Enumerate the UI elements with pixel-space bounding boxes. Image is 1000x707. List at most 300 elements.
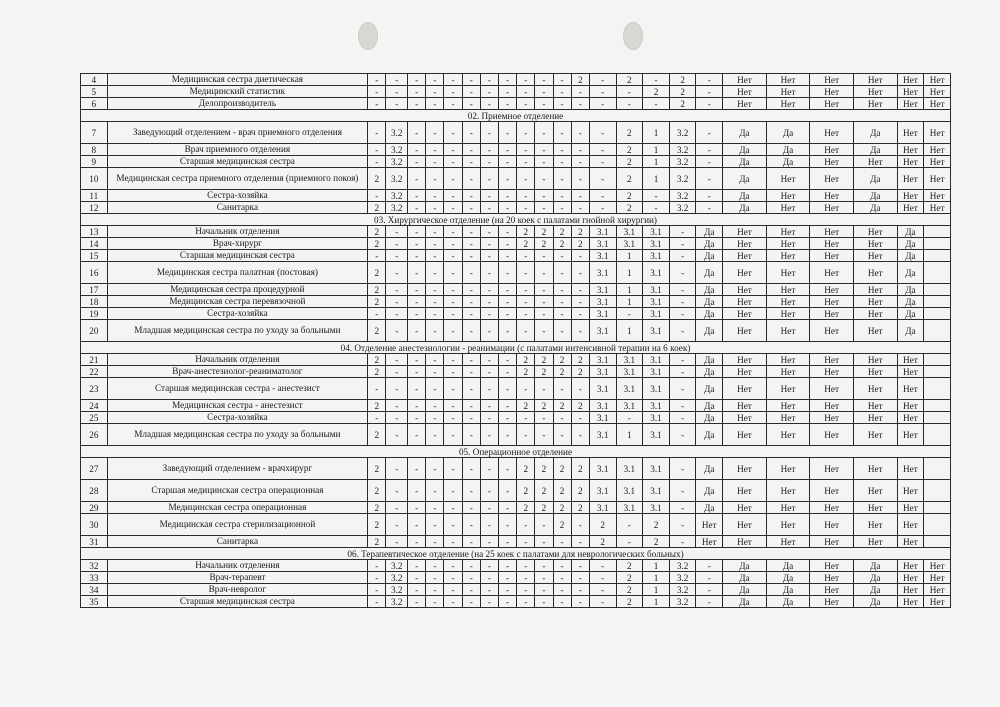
table-cell: Да	[853, 202, 897, 214]
table-cell: -	[480, 156, 498, 168]
table-cell: -	[616, 98, 643, 110]
table-cell: 2	[368, 536, 386, 548]
table-cell: -	[368, 308, 386, 320]
row-number: 22	[81, 366, 108, 378]
table-cell: -	[669, 262, 696, 284]
table-cell: -	[408, 366, 426, 378]
table-cell: 3.2	[386, 596, 408, 608]
table-cell: Нет	[897, 366, 924, 378]
table-cell: -	[444, 458, 462, 480]
table-cell: -	[535, 156, 553, 168]
table-cell: -	[696, 144, 723, 156]
table-cell: -	[696, 572, 723, 584]
table-cell: -	[426, 168, 444, 190]
table-row	[81, 250, 951, 262]
table-cell: Нет	[723, 536, 767, 548]
position-name: Старшая медицинская сестра	[107, 156, 368, 168]
table-cell: 3.1	[589, 400, 616, 412]
table-cell: Да	[696, 238, 723, 250]
table-cell: -	[426, 480, 444, 502]
table-cell: 3.1	[589, 238, 616, 250]
table-cell: -	[408, 502, 426, 514]
table-cell: Да	[853, 190, 897, 202]
table-cell: 2	[535, 238, 553, 250]
table-cell: 2	[571, 502, 589, 514]
table-cell: 3.1	[616, 400, 643, 412]
table-cell: -	[517, 560, 535, 572]
table-row	[81, 122, 951, 144]
table-cell	[924, 226, 951, 238]
table-cell: -	[498, 74, 516, 86]
table-cell: Да	[696, 480, 723, 502]
table-cell: 3.1	[616, 480, 643, 502]
table-row	[81, 458, 951, 480]
table-cell: Нет	[924, 156, 951, 168]
table-cell: Нет	[810, 98, 854, 110]
table-cell: -	[462, 296, 480, 308]
table-cell: Да	[696, 502, 723, 514]
table-cell: Да	[897, 262, 924, 284]
table-cell: -	[517, 144, 535, 156]
table-cell: -	[462, 400, 480, 412]
table-cell: -	[553, 144, 571, 156]
table-cell: Нет	[723, 514, 767, 536]
table-cell: -	[498, 514, 516, 536]
table-cell: -	[444, 308, 462, 320]
table-cell: -	[535, 98, 553, 110]
table-cell: Да	[897, 296, 924, 308]
table-cell: -	[553, 412, 571, 424]
table-cell: Нет	[810, 144, 854, 156]
table-cell: 3.1	[589, 250, 616, 262]
table-cell: 2	[368, 296, 386, 308]
table-cell: -	[386, 238, 408, 250]
table-cell: 2	[368, 366, 386, 378]
table-cell: -	[444, 412, 462, 424]
table-row	[81, 144, 951, 156]
table-cell: Нет	[853, 514, 897, 536]
table-cell: Нет	[924, 98, 951, 110]
table-cell: -	[571, 86, 589, 98]
table-cell: -	[535, 308, 553, 320]
table-cell: -	[696, 584, 723, 596]
table-cell: 1	[643, 596, 670, 608]
table-cell: -	[571, 98, 589, 110]
table-cell: -	[696, 86, 723, 98]
table-cell: Да	[766, 560, 810, 572]
table-row	[81, 202, 951, 214]
table-cell: -	[426, 296, 444, 308]
table-cell: 3.1	[616, 502, 643, 514]
table-cell: -	[444, 190, 462, 202]
table-cell: Да	[696, 378, 723, 400]
table-cell: -	[535, 284, 553, 296]
position-name: Врач-анестезиолог-реаниматолог	[107, 366, 368, 378]
table-cell: Нет	[853, 412, 897, 424]
table-cell: 3.2	[669, 560, 696, 572]
table-cell: Нет	[853, 366, 897, 378]
table-cell: -	[589, 202, 616, 214]
table-cell: -	[426, 144, 444, 156]
table-cell: 2	[517, 366, 535, 378]
row-number: 14	[81, 238, 108, 250]
table-cell: -	[480, 168, 498, 190]
table-cell: 3.1	[589, 424, 616, 446]
table-cell: Нет	[924, 596, 951, 608]
table-cell: -	[589, 74, 616, 86]
table-cell: 2	[368, 320, 386, 342]
table-cell: -	[426, 366, 444, 378]
table-cell: Нет	[897, 458, 924, 480]
table-cell: Нет	[766, 412, 810, 424]
table-cell: 2	[571, 458, 589, 480]
table-cell: -	[426, 424, 444, 446]
table-cell: Нет	[897, 572, 924, 584]
table-cell: 2	[553, 226, 571, 238]
table-cell: -	[589, 596, 616, 608]
table-cell: Нет	[766, 366, 810, 378]
table-cell: -	[553, 156, 571, 168]
table-cell: 3.1	[589, 502, 616, 514]
table-cell: -	[553, 122, 571, 144]
table-cell: Нет	[810, 502, 854, 514]
table-cell: -	[535, 202, 553, 214]
table-cell: 2	[517, 502, 535, 514]
table-cell: -	[462, 98, 480, 110]
table-cell	[924, 238, 951, 250]
table-cell: 2	[517, 226, 535, 238]
position-name: Сестра-хозяйка	[107, 308, 368, 320]
table-cell: 2	[616, 190, 643, 202]
table-cell: 2	[643, 86, 670, 98]
table-cell: -	[386, 262, 408, 284]
table-cell: 2	[571, 354, 589, 366]
table-cell: Нет	[810, 156, 854, 168]
table-cell: 3.1	[643, 458, 670, 480]
table-cell: Нет	[897, 86, 924, 98]
position-name: Врач-невролог	[107, 584, 368, 596]
table-cell: -	[517, 320, 535, 342]
table-row	[81, 296, 951, 308]
table-cell: Нет	[853, 378, 897, 400]
table-cell: -	[535, 296, 553, 308]
table-cell: -	[535, 378, 553, 400]
table-cell	[924, 424, 951, 446]
table-cell: 2	[616, 596, 643, 608]
table-cell: -	[553, 284, 571, 296]
table-cell: 1	[616, 262, 643, 284]
table-cell: -	[408, 424, 426, 446]
table-cell: -	[616, 536, 643, 548]
table-cell: -	[444, 98, 462, 110]
table-cell: Да	[853, 596, 897, 608]
table-cell: -	[444, 502, 462, 514]
table-cell: Нет	[897, 480, 924, 502]
table-cell: -	[553, 86, 571, 98]
table-cell: -	[480, 144, 498, 156]
table-cell: -	[589, 86, 616, 98]
row-number: 13	[81, 226, 108, 238]
table-cell: -	[517, 284, 535, 296]
table-cell	[924, 536, 951, 548]
table-cell: -	[426, 596, 444, 608]
table-cell: Нет	[853, 156, 897, 168]
table-cell: -	[386, 366, 408, 378]
table-cell: Нет	[766, 238, 810, 250]
table-cell: 2	[368, 284, 386, 296]
table-cell: 3.1	[643, 320, 670, 342]
table-cell: Да	[766, 584, 810, 596]
table-cell: Нет	[897, 400, 924, 412]
table-cell: -	[386, 308, 408, 320]
table-cell: 1	[616, 320, 643, 342]
table-row	[81, 190, 951, 202]
table-cell: -	[517, 424, 535, 446]
table-cell: Нет	[810, 596, 854, 608]
table-cell: -	[480, 572, 498, 584]
table-cell: Нет	[723, 262, 767, 284]
table-cell: Нет	[723, 378, 767, 400]
table-cell: Нет	[853, 296, 897, 308]
table-cell: Нет	[924, 168, 951, 190]
table-cell: Да	[723, 168, 767, 190]
table-cell: -	[480, 502, 498, 514]
table-cell: -	[462, 584, 480, 596]
table-cell: 2	[669, 74, 696, 86]
table-cell: -	[408, 584, 426, 596]
table-cell: -	[571, 262, 589, 284]
table-cell: -	[368, 572, 386, 584]
table-cell: -	[444, 250, 462, 262]
table-cell: Нет	[723, 74, 767, 86]
table-cell: Да	[696, 262, 723, 284]
table-cell: -	[444, 202, 462, 214]
table-cell: Нет	[723, 366, 767, 378]
table-cell: -	[517, 596, 535, 608]
table-cell: -	[571, 320, 589, 342]
table-cell: -	[696, 168, 723, 190]
table-cell: Да	[897, 320, 924, 342]
table-cell: 3.2	[386, 168, 408, 190]
table-cell: Нет	[810, 536, 854, 548]
table-row	[81, 308, 951, 320]
table-cell: Нет	[897, 560, 924, 572]
table-cell: -	[535, 250, 553, 262]
table-cell: -	[498, 226, 516, 238]
table-cell	[924, 480, 951, 502]
row-number: 26	[81, 424, 108, 446]
table-cell: -	[517, 98, 535, 110]
table-cell: 2	[553, 400, 571, 412]
table-cell: -	[553, 250, 571, 262]
table-cell: Да	[766, 572, 810, 584]
table-cell: -	[589, 560, 616, 572]
table-row	[81, 502, 951, 514]
table-cell: -	[386, 250, 408, 262]
table-cell: -	[535, 596, 553, 608]
position-name: Старшая медицинская сестра - анестезист	[107, 378, 368, 400]
table-cell: Нет	[810, 424, 854, 446]
table-cell: 1	[616, 284, 643, 296]
table-cell: -	[462, 424, 480, 446]
table-cell: -	[498, 250, 516, 262]
table-cell: Нет	[810, 514, 854, 536]
table-cell: Нет	[766, 86, 810, 98]
table-cell: Нет	[723, 424, 767, 446]
table-cell: Да	[723, 122, 767, 144]
table-cell: Нет	[766, 378, 810, 400]
table-cell: 3.2	[669, 156, 696, 168]
table-cell: 2	[368, 514, 386, 536]
position-name: Медицинская сестра операционная	[107, 502, 368, 514]
position-name: Санитарка	[107, 202, 368, 214]
table-cell: 2	[571, 366, 589, 378]
table-cell: -	[589, 168, 616, 190]
table-cell: -	[498, 354, 516, 366]
row-number: 27	[81, 458, 108, 480]
table-cell: -	[553, 190, 571, 202]
table-row	[81, 284, 951, 296]
table-cell: Нет	[897, 536, 924, 548]
table-cell: -	[386, 514, 408, 536]
table-cell: 3.2	[669, 596, 696, 608]
table-cell: -	[571, 284, 589, 296]
table-cell: -	[535, 424, 553, 446]
table-cell: Нет	[766, 480, 810, 502]
table-cell: 3.1	[589, 284, 616, 296]
table-cell: 3.1	[643, 424, 670, 446]
table-cell: Нет	[897, 74, 924, 86]
table-cell: -	[426, 86, 444, 98]
table-cell: -	[444, 238, 462, 250]
table-cell: -	[386, 284, 408, 296]
table-cell: -	[480, 412, 498, 424]
table-cell: -	[426, 400, 444, 412]
table-row	[81, 366, 951, 378]
table-cell: -	[517, 86, 535, 98]
table-cell: 2	[517, 458, 535, 480]
table-cell: -	[535, 168, 553, 190]
table-cell	[924, 412, 951, 424]
table-cell: -	[444, 572, 462, 584]
position-name: Начальник отделения	[107, 354, 368, 366]
table-cell: Нет	[810, 412, 854, 424]
table-cell: -	[517, 514, 535, 536]
table-cell: 3.1	[643, 400, 670, 412]
table-cell: 2	[589, 514, 616, 536]
table-cell: -	[498, 560, 516, 572]
table-cell: -	[535, 536, 553, 548]
table-cell: Да	[723, 144, 767, 156]
table-row	[81, 424, 951, 446]
punch-hole-left	[358, 22, 378, 50]
table-cell: -	[669, 412, 696, 424]
table-cell: -	[517, 572, 535, 584]
table-cell: -	[616, 308, 643, 320]
row-number: 21	[81, 354, 108, 366]
row-number: 31	[81, 536, 108, 548]
table-cell: 2	[535, 502, 553, 514]
position-name: Врач-хирург	[107, 238, 368, 250]
table-cell: Нет	[766, 262, 810, 284]
table-cell: -	[643, 98, 670, 110]
table-cell: -	[669, 238, 696, 250]
table-cell: Нет	[696, 514, 723, 536]
table-cell: -	[571, 296, 589, 308]
table-cell: Нет	[897, 514, 924, 536]
table-cell: Да	[853, 560, 897, 572]
table-cell: 1	[643, 584, 670, 596]
table-cell: -	[643, 74, 670, 86]
table-cell: -	[696, 190, 723, 202]
table-cell: 3.1	[589, 366, 616, 378]
table-cell: -	[408, 514, 426, 536]
table-cell: -	[444, 156, 462, 168]
table-cell	[924, 262, 951, 284]
table-cell: 2	[553, 502, 571, 514]
table-cell: -	[517, 122, 535, 144]
table-cell: -	[426, 74, 444, 86]
table-cell: 1	[616, 250, 643, 262]
row-number: 16	[81, 262, 108, 284]
position-name: Сестра-хозяйка	[107, 412, 368, 424]
table-cell: -	[386, 354, 408, 366]
table-cell: Нет	[766, 354, 810, 366]
table-cell: -	[368, 378, 386, 400]
table-cell: -	[444, 400, 462, 412]
row-number: 24	[81, 400, 108, 412]
table-cell: -	[498, 190, 516, 202]
table-cell: -	[480, 596, 498, 608]
table-cell: 2	[368, 400, 386, 412]
table-cell: -	[571, 514, 589, 536]
table-cell: -	[462, 74, 480, 86]
table-cell: -	[480, 480, 498, 502]
table-cell: -	[480, 262, 498, 284]
table-cell: -	[368, 144, 386, 156]
table-cell: 2	[616, 584, 643, 596]
section-header-row	[81, 446, 951, 458]
table-cell: Да	[766, 156, 810, 168]
table-cell: Нет	[723, 250, 767, 262]
table-cell: -	[480, 250, 498, 262]
table-cell: -	[444, 86, 462, 98]
table-cell: -	[462, 202, 480, 214]
table-cell: -	[386, 458, 408, 480]
table-cell: Да	[696, 308, 723, 320]
table-cell: Нет	[853, 98, 897, 110]
table-row	[81, 168, 951, 190]
table-cell	[924, 320, 951, 342]
table-cell: Да	[723, 156, 767, 168]
table-cell: -	[571, 144, 589, 156]
table-cell: Нет	[766, 502, 810, 514]
table-cell: -	[444, 560, 462, 572]
table-cell: -	[408, 284, 426, 296]
table-cell: -	[444, 366, 462, 378]
table-cell: -	[408, 74, 426, 86]
table-cell: Да	[853, 168, 897, 190]
table-cell: Да	[696, 354, 723, 366]
table-cell: -	[408, 560, 426, 572]
table-cell: -	[553, 584, 571, 596]
table-cell: -	[571, 560, 589, 572]
table-cell: -	[553, 378, 571, 400]
table-cell: -	[498, 168, 516, 190]
table-cell: -	[669, 226, 696, 238]
table-cell: -	[517, 202, 535, 214]
table-cell: 3.1	[616, 354, 643, 366]
